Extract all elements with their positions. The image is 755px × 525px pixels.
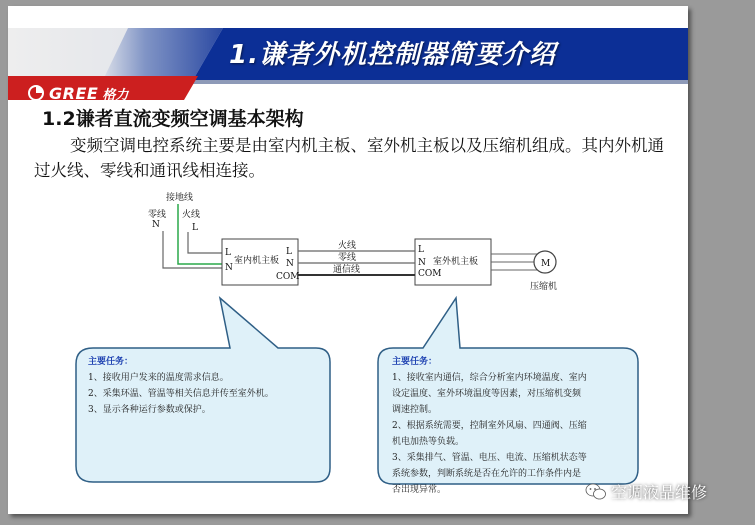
outdoor-task-line: 机电加热等负载。 (392, 437, 465, 447)
live-letter: L (192, 223, 198, 233)
outdoor-pin-com: COM (418, 269, 442, 279)
outdoor-tasks-title: 主要任务： (392, 357, 438, 367)
page-title: 1.谦者外机控制器简要介绍 (229, 40, 556, 70)
indoor-pin-l-left: L (225, 248, 231, 258)
outdoor-task-line: 系统参数，判断系统是否在允许的工作条件内是 (392, 469, 582, 479)
ground-wire-label: 接地线 (166, 193, 194, 203)
outdoor-task-line: 1、接收室内通信，综合分析室内环境温度、室内 (392, 373, 587, 383)
indoor-task-item: 1、接收用户发来的温度需求信息。 (88, 373, 229, 383)
neutral-wire-label: 零线 (338, 253, 357, 263)
live-input-wire (188, 232, 222, 253)
outdoor-tasks (392, 354, 632, 498)
outdoor-task-line: 否出现异常。 (392, 485, 447, 495)
live-label: 火线 (182, 210, 201, 220)
indoor-board-name: 室内机主板 (234, 256, 280, 266)
section-title: 1.2谦者直流变频空调基本架构 (42, 108, 304, 130)
outdoor-pin-l: L (418, 245, 424, 255)
slide (8, 6, 688, 514)
indoor-pin-l-right: L (286, 247, 292, 257)
section-body: 变频空调电控系统主要是由室内机主板、室外机主板以及压缩机组成。其内外机通过火线、零线和通讯线相连接。 (34, 136, 664, 180)
outdoor-pin-n: N (418, 258, 426, 268)
indoor-pin-com: COM (276, 272, 300, 282)
outdoor-task-line: 3、采集排气、管温、电压、电流、压缩机状态等 (392, 453, 587, 463)
outdoor-task-line: 调速控制。 (392, 405, 438, 415)
wechat-icon (585, 483, 607, 501)
indoor-tasks-title: 主要任务： (88, 357, 134, 367)
logo-text: GREE (49, 83, 99, 103)
indoor-task-item: 2、采集环温、管温等相关信息并传至室外机。 (88, 389, 274, 399)
indoor-pin-n-left: N (225, 263, 233, 273)
compressor-label: 压缩机 (530, 282, 558, 292)
neutral-input-wire (163, 231, 222, 268)
watermark-text: 空调液晶维修 (611, 483, 708, 502)
comm-wire-label: 通信线 (333, 265, 361, 275)
live-wire-label: 火线 (338, 241, 357, 251)
outdoor-task-line: 2、根据系统需要，控制室外风扇、四通阀、压缩 (392, 421, 587, 431)
outdoor-task-line: 设定温度、室外环境温度等因素，对压缩机变频 (392, 389, 582, 399)
outdoor-board-name: 室外机主板 (433, 257, 479, 267)
neutral-letter: N (152, 220, 160, 230)
logo-chinese: 格力 (102, 87, 129, 103)
neutral-label: 零线 (148, 210, 167, 220)
motor-symbol: M (541, 259, 551, 269)
indoor-tasks (88, 354, 324, 418)
indoor-task-item: 3、显示各种运行参数或保护。 (88, 405, 211, 415)
indoor-pin-n-right: N (286, 259, 294, 269)
watermark (585, 480, 707, 503)
